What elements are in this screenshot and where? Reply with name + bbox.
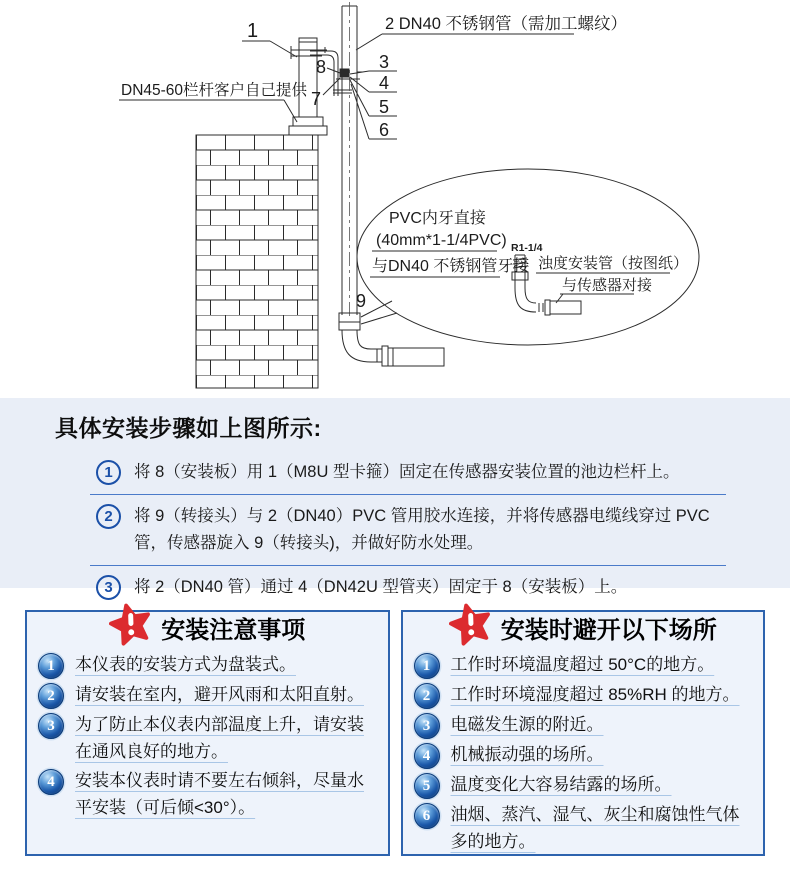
step-number-badge: 3 <box>96 575 121 600</box>
avoid-item-text: 机械振动强的场所。 <box>450 745 604 764</box>
step-number-badge: 2 <box>96 504 121 529</box>
brick-wall <box>196 135 318 388</box>
callout-1: 1 <box>247 20 259 42</box>
avoid-box-title: 安装时避开以下场所 <box>500 616 717 644</box>
thread-size-label: R1-1/4 <box>511 242 543 254</box>
step-number-badge: 1 <box>96 460 121 485</box>
notice-box-title: 安装注意事项 <box>161 616 306 644</box>
number-badge: 2 <box>414 683 440 709</box>
notice-item-text: 请安装在室内，避开风雨和太阳直射。 <box>75 685 364 704</box>
callout-7: 7 <box>311 89 322 109</box>
number-badge: 1 <box>38 653 64 679</box>
avoid-box <box>401 610 766 856</box>
step-list <box>90 451 726 610</box>
step-row-2 <box>90 494 726 565</box>
callout-6: 6 <box>379 120 390 140</box>
avoid-item-2 <box>414 681 756 709</box>
notice-box-items <box>27 649 388 821</box>
pvc-label-line3: 与DN40 不锈钢管牙接 <box>372 258 530 275</box>
avoid-box-items <box>403 649 764 855</box>
step-text: 将 9（转接头）与 2（DN40）PVC 管用胶水连接，并将传感器电缆线穿过 PVC 管，传感器旋入 9（转接头)，并做好防水处理。 <box>134 507 710 552</box>
number-badge: 5 <box>414 773 440 799</box>
number-badge: 4 <box>38 769 64 795</box>
warning-star-icon <box>449 602 493 648</box>
installation-steps-section <box>0 398 790 597</box>
railing-label: DN45-60栏杆客户自己提供 <box>121 82 308 99</box>
notice-item-text: 本仪表的安装方式为盘装式。 <box>75 655 296 674</box>
notice-box-title-row <box>27 605 388 649</box>
number-badge: 2 <box>38 683 64 709</box>
notice-item-2 <box>38 681 380 709</box>
callout-4: 4 <box>379 73 390 93</box>
installation-diagram <box>0 0 790 398</box>
notice-item-1 <box>38 651 380 679</box>
callout-5: 5 <box>379 97 390 117</box>
notice-item-4 <box>38 767 380 821</box>
number-badge: 6 <box>414 803 440 829</box>
warning-boxes <box>0 588 790 856</box>
notice-item-text: 安装本仪表时请不要左右倾斜，尽量水平安装（可后倾<30°）。 <box>75 771 364 817</box>
turbidity-label-line2: 与传感器对接 <box>562 277 653 294</box>
number-badge: 1 <box>414 653 440 679</box>
avoid-item-text: 电磁发生源的附近。 <box>450 715 604 734</box>
avoid-item-3 <box>414 711 756 739</box>
callout-9: 9 <box>356 291 367 311</box>
avoid-item-5 <box>414 771 756 799</box>
avoid-box-title-row <box>403 605 764 649</box>
step-row-1 <box>90 451 726 494</box>
coupling-elbow-sensor <box>339 313 444 366</box>
avoid-item-4 <box>414 741 756 769</box>
dn40-pipe <box>342 2 357 320</box>
avoid-item-1 <box>414 651 756 679</box>
avoid-item-text: 工作时环境湿度超过 85%RH 的地方。 <box>450 685 740 704</box>
turbidity-label-line1: 浊度安装管（按图纸） <box>538 255 689 272</box>
avoid-item-text: 工作时环境温度超过 50°C的地方。 <box>450 655 715 674</box>
notice-box <box>25 610 390 856</box>
callout-8: 8 <box>316 57 327 77</box>
step-text: 将 2（DN40 管）通过 4（DN42U 型管夹）固定于 8（安装板）上。 <box>134 578 628 597</box>
avoid-item-text: 油烟、蒸汽、湿气、灰尘和腐蚀性气体多的地方。 <box>450 805 740 851</box>
steps-title: 具体安装步骤如上图所示: <box>55 415 322 441</box>
step-text: 将 8（安装板）用 1（M8U 型卡箍）固定在传感器安装位置的池边栏杆上。 <box>134 463 680 481</box>
number-badge: 4 <box>414 743 440 769</box>
notice-item-3 <box>38 711 380 765</box>
pipe-clamp-hardware <box>336 69 363 79</box>
callout-2-dn40-label: 2 DN40 不锈钢管（需加工螺纹） <box>385 15 628 33</box>
warning-star-icon <box>109 602 153 648</box>
number-badge: 3 <box>414 713 440 739</box>
callout-3: 3 <box>379 52 390 72</box>
number-badge: 3 <box>38 713 64 739</box>
avoid-item-text: 温度变化大容易结露的场所。 <box>450 775 672 794</box>
pvc-label-line2: (40mm*1-1/4PVC) <box>376 232 507 249</box>
pvc-label-line1: PVC内牙直接 <box>389 210 486 227</box>
notice-item-text: 为了防止本仪表内部温度上升，请安装在通风良好的地方。 <box>75 715 364 761</box>
avoid-item-6 <box>414 801 756 855</box>
